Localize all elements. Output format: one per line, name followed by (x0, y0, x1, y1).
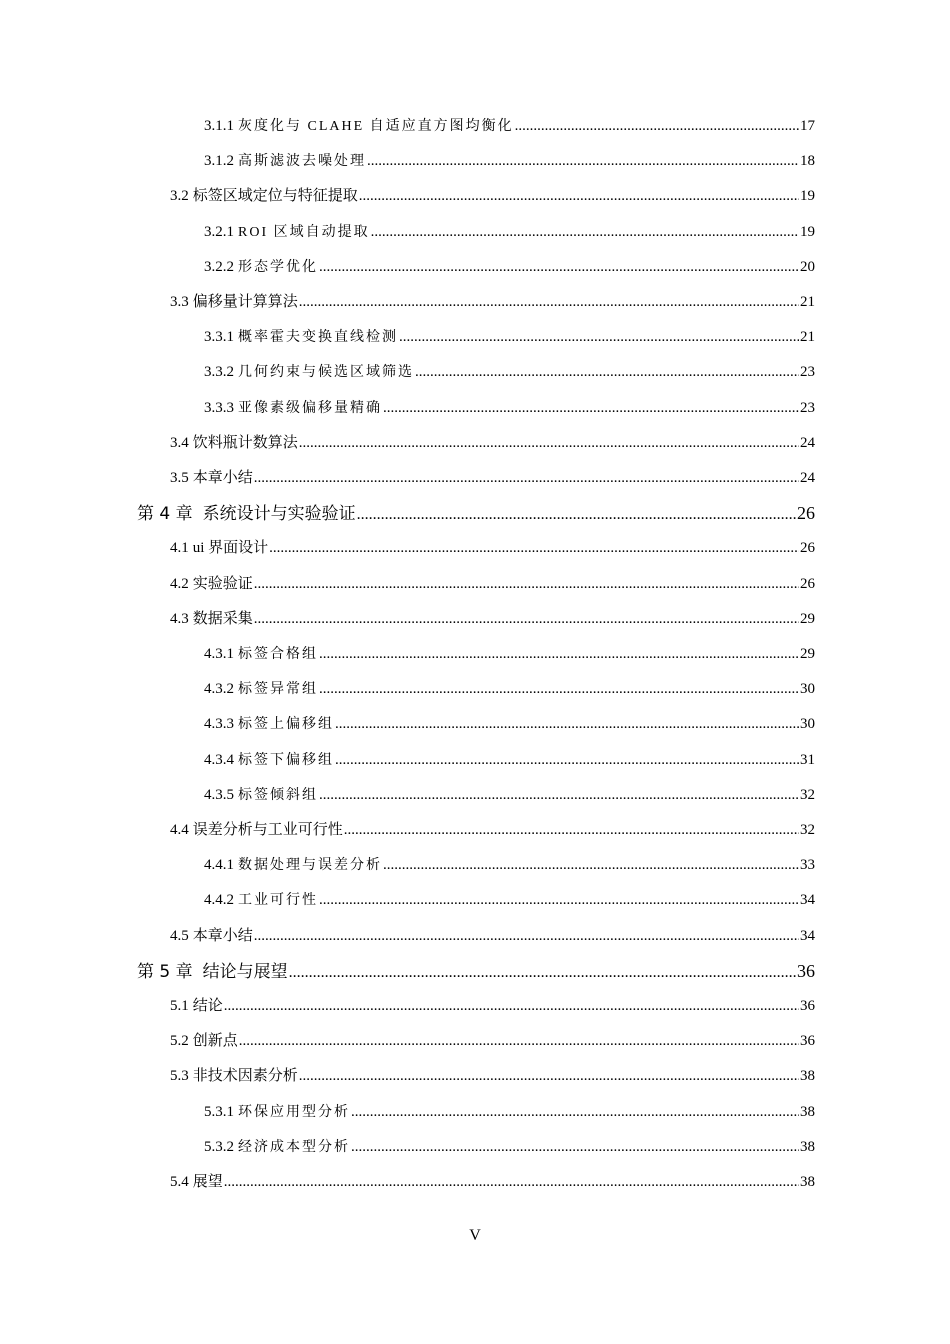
toc-entry[interactable] (170, 609, 815, 629)
toc-entry-page: 20 (800, 259, 815, 275)
toc-entry-number: 4.5 (170, 928, 189, 944)
toc-entry[interactable] (170, 574, 815, 594)
toc-dot-leader (383, 398, 799, 418)
toc-entry-page: 19 (800, 224, 815, 240)
toc-entry-number: 4.1 (170, 540, 189, 556)
toc-entry-page: 36 (800, 998, 815, 1014)
toc-entry-page: 21 (800, 294, 815, 310)
toc-dot-leader (319, 257, 799, 277)
toc-entry-page: 38 (800, 1139, 815, 1155)
toc-entry-page: 17 (800, 118, 815, 134)
toc-entry-page: 26 (797, 503, 815, 523)
toc-entry-page: 21 (800, 329, 815, 345)
toc-entry-number: 3.3 (170, 294, 189, 310)
toc-entry-title: 实验验证 (192, 576, 253, 592)
toc-entry-title: 标签区域定位与特征提取 (192, 188, 358, 204)
toc-dot-leader (269, 538, 799, 558)
toc-entry-number: 3.2.1 (204, 224, 234, 240)
toc-entry[interactable] (204, 327, 815, 348)
toc-entry-title: 非技术因素分析 (192, 1068, 298, 1084)
toc-entry-title: 亚像素级偏移量精确 (238, 401, 382, 416)
toc-dot-leader (357, 505, 796, 525)
toc-entry-page: 24 (800, 435, 815, 451)
toc-entry[interactable] (204, 644, 815, 665)
toc-entry[interactable] (204, 855, 815, 876)
toc-entry[interactable] (204, 679, 815, 700)
toc-dot-leader (335, 750, 799, 770)
toc-dot-leader (299, 433, 799, 453)
toc-entry-number: 5.3.2 (204, 1139, 234, 1155)
toc-dot-leader (319, 644, 799, 664)
toc-entry-number: 4.4.1 (204, 857, 234, 873)
toc-dot-leader (319, 785, 799, 805)
toc-entry-page: 36 (797, 961, 815, 981)
toc-entry[interactable] (204, 750, 815, 771)
toc-entry-title: 结论 (192, 998, 223, 1014)
toc-entry-page: 26 (800, 576, 815, 592)
toc-entry-title: 偏移量计算算法 (192, 294, 298, 310)
toc-entry-page: 36 (800, 1033, 815, 1049)
toc-dot-leader (383, 855, 799, 875)
page-number: V (469, 1227, 481, 1244)
toc-entry-number: 4.3.3 (204, 716, 234, 732)
toc-entry-number: 5.2 (170, 1033, 189, 1049)
toc-entry-title: 创新点 (192, 1033, 238, 1049)
toc-dot-leader (299, 1066, 799, 1086)
toc-entry[interactable] (170, 1066, 815, 1086)
toc-entry[interactable] (204, 714, 815, 735)
toc-entry-number: 3.5 (170, 470, 189, 486)
toc-dot-leader (415, 362, 799, 382)
toc-entry-number: 3.1.2 (204, 153, 234, 169)
toc-dot-leader (254, 574, 799, 594)
toc-entry[interactable] (170, 538, 815, 558)
toc-entry[interactable] (204, 890, 815, 911)
toc-chapter-entry[interactable] (137, 961, 815, 983)
toc-entry-title: 标签异常组 (238, 682, 318, 697)
toc-entry[interactable] (170, 820, 815, 840)
toc-entry-page: 30 (800, 681, 815, 697)
toc-entry-title: ROI 区域自动提取 (238, 225, 370, 240)
toc-entry-number: 3.3.2 (204, 364, 234, 380)
toc-entry-title: 形态学优化 (238, 260, 318, 275)
toc-entry[interactable] (204, 257, 815, 278)
toc-entry-number: 4.4.2 (204, 892, 234, 908)
toc-entry-page: 33 (800, 857, 815, 873)
toc-entry-title: 灰度化与 CLAHE 自适应直方图均衡化 (238, 119, 514, 134)
toc-dot-leader (351, 1137, 799, 1157)
toc-entry-title: ui 界面设计 (192, 540, 269, 556)
toc-entry-number: 5.3 (170, 1068, 189, 1084)
toc-dot-leader (224, 1172, 799, 1192)
toc-entry-title: 工业可行性 (238, 893, 318, 908)
toc-dot-leader (367, 151, 799, 171)
toc-entry-title: 数据采集 (192, 611, 253, 627)
toc-entry-number: 3.3.1 (204, 329, 234, 345)
toc-entry[interactable] (170, 433, 815, 453)
toc-entry-page: 32 (800, 822, 815, 838)
toc-entry-number: 3.4 (170, 435, 189, 451)
toc-entry[interactable] (170, 926, 815, 946)
toc-entry-title: 结论与展望 (202, 962, 288, 982)
toc-entry-title: 标签下偏移组 (238, 753, 334, 768)
toc-entry[interactable] (204, 785, 815, 806)
toc-entry-title: 饮料瓶计数算法 (192, 435, 298, 451)
toc-entry-title: 标签倾斜组 (238, 788, 318, 803)
toc-dot-leader (254, 609, 799, 629)
toc-entry-title: 几何约束与候选区域筛选 (238, 365, 414, 380)
toc-chapter-entry[interactable] (137, 503, 815, 525)
toc-entry[interactable] (204, 222, 815, 243)
toc-dot-leader (224, 996, 799, 1016)
toc-entry-title: 本章小结 (192, 470, 253, 486)
toc-entry-number: 4.3.1 (204, 646, 234, 662)
toc-entry[interactable] (204, 362, 815, 383)
toc-entry-title: 环保应用型分析 (238, 1105, 350, 1120)
toc-entry-page: 31 (800, 752, 815, 768)
toc-entry-page: 32 (800, 787, 815, 803)
toc-dot-leader (351, 1102, 799, 1122)
toc-entry-number: 5.3.1 (204, 1104, 234, 1120)
toc-entry[interactable] (204, 398, 815, 419)
toc-dot-leader (289, 963, 796, 983)
toc-dot-leader (254, 468, 799, 488)
toc-entry-title: 系统设计与实验验证 (202, 504, 356, 524)
toc-entry[interactable] (170, 468, 815, 488)
toc-entry-page: 29 (800, 646, 815, 662)
toc-entry-number: 5.4 (170, 1174, 189, 1190)
toc-entry-page: 38 (800, 1104, 815, 1120)
toc-entry-number: 4.2 (170, 576, 189, 592)
toc-entry-page: 29 (800, 611, 815, 627)
toc-entry-page: 30 (800, 716, 815, 732)
toc-dot-leader (319, 679, 799, 699)
toc-entry-page: 24 (800, 470, 815, 486)
toc-entry-page: 38 (800, 1174, 815, 1190)
toc-entry-title: 误差分析与工业可行性 (192, 822, 343, 838)
toc-entry-number: 4.4 (170, 822, 189, 838)
toc-entry-number: 3.2.2 (204, 259, 234, 275)
toc-dot-leader (359, 186, 799, 206)
toc-entry-page: 18 (800, 153, 815, 169)
toc-entry-page: 23 (800, 400, 815, 416)
toc-dot-leader (254, 926, 799, 946)
toc-entry-title: 本章小结 (192, 928, 253, 944)
toc-dot-leader (335, 714, 799, 734)
toc-dot-leader (371, 222, 799, 242)
toc-entry-title: 经济成本型分析 (238, 1140, 350, 1155)
toc-entry-number: 5.1 (170, 998, 189, 1014)
toc-entry-title: 数据处理与误差分析 (238, 858, 382, 873)
toc-dot-leader (344, 820, 799, 840)
toc-entry-page: 23 (800, 364, 815, 380)
toc-entry-number: 4.3.5 (204, 787, 234, 803)
toc-entry-number: 4.3 (170, 611, 189, 627)
toc-entry-page: 34 (800, 928, 815, 944)
toc-entry[interactable] (170, 996, 815, 1016)
toc-entry-title: 展望 (192, 1174, 223, 1190)
toc-entry[interactable] (170, 292, 815, 312)
toc-entry[interactable] (204, 116, 815, 137)
toc-entry-number: 3.3.3 (204, 400, 234, 416)
toc-entry-title: 标签合格组 (238, 647, 318, 662)
toc-entry[interactable] (204, 1137, 815, 1158)
toc-entry[interactable] (204, 151, 815, 172)
toc-entry-page: 38 (800, 1068, 815, 1084)
toc-entry[interactable] (170, 1172, 815, 1192)
toc-entry-title: 概率霍夫变换直线检测 (238, 330, 398, 345)
toc-dot-leader (399, 327, 799, 347)
toc-entry-number: 4.3.2 (204, 681, 234, 697)
toc-entry-number: 4.3.4 (204, 752, 234, 768)
toc-entry-number: 第 4 章 (137, 504, 193, 524)
toc-entry-number: 3.1.1 (204, 118, 234, 134)
toc-entry-page: 19 (800, 188, 815, 204)
toc-entry-title: 高斯滤波去噪处理 (238, 154, 366, 169)
toc-entry-title: 标签上偏移组 (238, 717, 334, 732)
toc-entry-number: 3.2 (170, 188, 189, 204)
toc-dot-leader (515, 116, 799, 136)
toc-entry[interactable] (204, 1102, 815, 1123)
toc-entry-page: 34 (800, 892, 815, 908)
toc-dot-leader (299, 292, 799, 312)
toc-entry[interactable] (170, 1031, 815, 1051)
toc-dot-leader (239, 1031, 799, 1051)
toc-entry[interactable] (170, 186, 815, 206)
toc-dot-leader (319, 890, 799, 910)
toc-entry-number: 第 5 章 (137, 962, 193, 982)
toc-entry-page: 26 (800, 540, 815, 556)
